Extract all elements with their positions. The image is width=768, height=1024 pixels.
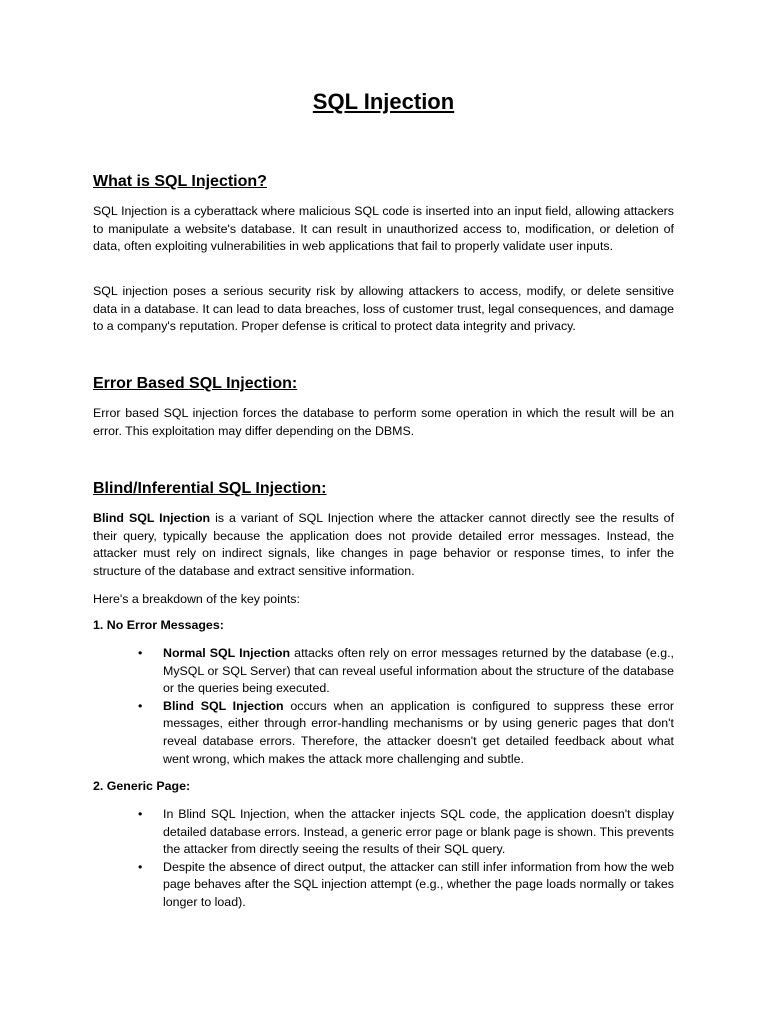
sub-heading-generic-page: 2. Generic Page:	[93, 779, 191, 793]
list-item	[93, 698, 674, 768]
sub-heading-no-error-messages: 1. No Error Messages:	[93, 618, 224, 632]
section-heading-blind: Blind/Inferential SQL Injection:	[93, 480, 327, 497]
page-title: SQL Injection	[312, 89, 455, 114]
list-item-body: attacks often rely on error messages returned by the database (e.g., MySQL or SQL Server) that can reveal useful information about the structure of the database or the queries being executed.	[163, 646, 674, 696]
list-item	[93, 645, 674, 698]
list-item-text	[163, 698, 674, 768]
list-item-text: Despite the absence of direct output, the attacker can still infer information from how the web page behaves after the SQL injection attempt (e.g., whether the page loads normally or takes longer to load).	[163, 859, 674, 909]
paragraph-what-is-1: SQL Injection is a cyberattack where malicious SQL code is inserted into an input field, allowing attackers to manipulate a website's database. It can result in unauthorized access to, modification, or deletion of data, often exploiting vulnerabilities in web applications that fail to properly validate user inputs.	[93, 204, 674, 254]
bullet-list-generic-page	[93, 806, 674, 912]
bullet-list-no-error-messages	[93, 645, 674, 768]
paragraph-blind-1	[93, 510, 674, 580]
paragraph-blind-2: Here's a breakdown of the key points:	[93, 592, 300, 606]
paragraph-what-is-2: SQL injection poses a serious security risk by allowing attackers to access, modify, or delete sensitive data in a database. It can lead to data breaches, loss of customer trust, legal consequences, and damage to a company's reputation. Proper defense is critical to protect data integrity and privacy.	[93, 284, 674, 334]
bullet-icon: •	[138, 646, 143, 660]
list-item	[93, 859, 674, 912]
list-item-term: Normal SQL Injection	[163, 646, 291, 660]
section-heading-what-is: What is SQL Injection?	[93, 173, 267, 190]
blind-sql-injection-term: Blind SQL Injection	[93, 511, 211, 525]
paragraph-blind-1-text: is a variant of SQL Injection where the attacker cannot directly see the results of their query, typically because the application does not provide detailed error messages. Instead, the attacker must rely on indirect signals, like changes in page behavior or response times, to infer the structure of the database and extract sensitive information.	[93, 511, 675, 578]
section-heading-error-based: Error Based SQL Injection:	[93, 375, 298, 392]
list-item-term: Blind SQL Injection	[163, 698, 284, 713]
bullet-icon: •	[138, 807, 143, 821]
bullet-icon: •	[138, 698, 143, 713]
list-item	[93, 806, 674, 859]
list-item-body: occurs when an application is configured to suppress these error messages, either through error-handling mechanisms or by using generic pages that don't reveal database errors. Therefore, the attacker doesn't get detailed feedback about what went wrong, which makes the attack more challenging and subtle.	[163, 698, 675, 766]
list-item-text	[163, 645, 674, 698]
bullet-icon: •	[138, 859, 143, 874]
list-item-text: In Blind SQL Injection, when the attacker injects SQL code, the application doesn't display detailed database errors. Instead, a generic error page or blank page is shown. This prevents the attacker from directly seeing the results of their SQL query.	[163, 807, 674, 857]
paragraph-error-based: Error based SQL injection forces the database to perform some operation in which the result will be an error. This exploitation may differ depending on the DBMS.	[93, 406, 674, 438]
